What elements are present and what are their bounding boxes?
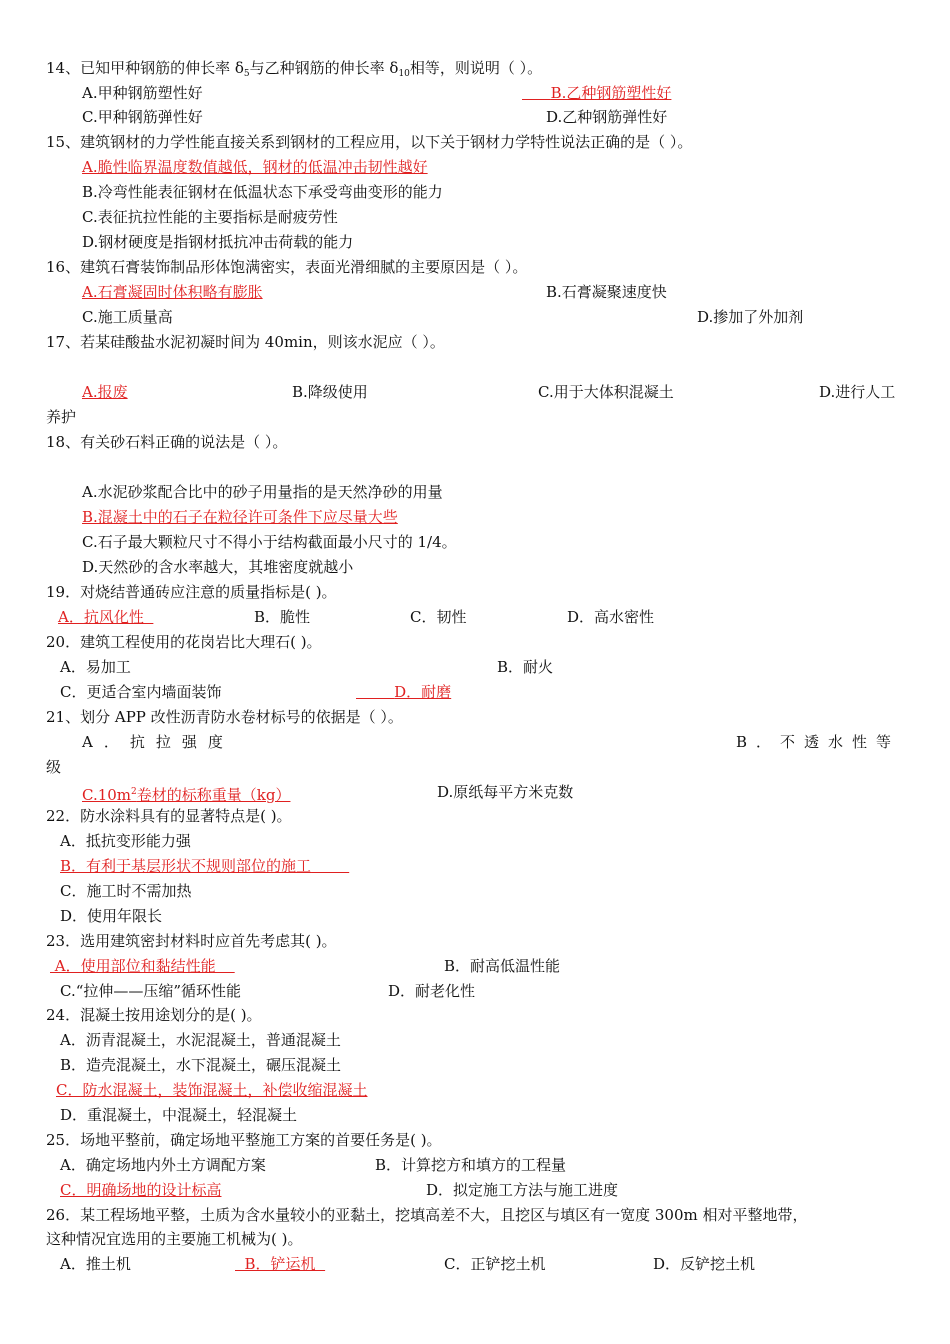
q20-option-c: C．更适合室内墙面装饰 [60,683,222,701]
q17-option-a-answer: A.报废 [82,383,128,401]
q18-option-b-answer: B.混凝土中的石子在粒径许可条件下应尽量大些 [82,508,398,526]
q24-option-d: D．重混凝土，中混凝土，轻混凝土 [60,1106,298,1124]
q16-stem: 16、建筑石膏装饰制品形体饱满密实，表面光滑细腻的主要原因是（ ）。 [46,258,528,276]
q26-option-d: D．反铲挖土机 [653,1255,756,1273]
q18-option-d: D.天然砂的含水率越大，其堆密度就越小 [82,558,354,576]
q14-option-a: A.甲种钢筋塑性好 [82,84,203,102]
q24-option-a: A．沥青混凝土，水泥混凝土，普通混凝土 [60,1031,341,1049]
q22-stem: 22．防水涂料具有的显著特点是( )。 [46,807,292,825]
q15-option-c: C.表征抗拉性能的主要指标是耐疲劳性 [82,208,338,226]
q15-option-a-answer: A.脆性临界温度数值越低，钢材的低温冲击韧性越好 [82,158,428,176]
q16-option-c: C.施工质量高 [82,308,173,326]
q14-option-c: C.甲种钢筋弹性好 [82,108,203,126]
q15-option-d: D.钢材硬度是指钢材抵抗冲击荷载的能力 [82,233,354,251]
q19-option-c: C．韧性 [410,608,467,626]
q21-option-b: B．不透水性等 [736,733,901,751]
q23-option-b: B．耐高低温性能 [444,957,561,975]
q14-stem: 14、已知甲种钢筋的伸长率 $\delta_5$与乙种钢筋的伸长率 $\delta_{10}$相等，则说明（ ）。 [46,59,543,79]
q16-option-d: D.掺加了外加剂 [697,308,804,326]
q19-option-d: D．高水密性 [567,608,655,626]
q14-option-b-answer: B.乙种钢筋塑性好 [550,84,672,102]
q19-option-b: B．脆性 [254,608,311,626]
q18-option-a: A.水泥砂浆配合比中的砂子用量指的是天然净砂的用量 [82,483,443,501]
q18-option-c: C.石子最大颗粒尺寸不得小于结构截面最小尺寸的 1/4。 [82,533,457,551]
q23-option-a-answer: A．使用部位和黏结性能 [50,957,235,975]
q20-option-d-answer: D．耐磨 [394,683,452,701]
q23-stem: 23．选用建筑密封材料时应首先考虑其( )。 [46,932,337,950]
q21-option-d: D.原纸每平方米克数 [437,783,574,801]
q26-option-a: A．推土机 [60,1255,131,1273]
q15-stem: 15、建筑钢材的力学性能直接关系到钢材的工程应用，以下关于钢材力学特性说法正确的是（ ）。 [46,133,693,151]
q24-option-b: B．造壳混凝土，水下混凝土，碾压混凝土 [60,1056,342,1074]
q16-option-b: B.石膏凝聚速度快 [546,283,667,301]
q22-option-c: C．施工时不需加热 [60,882,192,900]
q16-option-a-answer: A.石膏凝固时体积略有膨胀 [82,283,263,301]
q18-stem: 18、有关砂石料正确的说法是（ ）。 [46,433,288,451]
q26-option-b-answer: B．铲运机 [235,1255,326,1273]
q20-stem: 20．建筑工程使用的花岗岩比大理石( )。 [46,633,322,651]
q21-option-a: A．抗拉强度 [82,733,234,751]
q24-stem: 24．混凝土按用途划分的是( )。 [46,1006,262,1024]
q26-stem-line-2: 这种情况宜选用的主要施工机械为( )。 [46,1230,303,1248]
q19-option-a-answer: A．抗风化性 [58,608,154,626]
q17-option-b: B.降级使用 [292,383,368,401]
q17-option-c: C.用于大体积混凝土 [538,383,674,401]
q14-option-d: D.乙种钢筋弹性好 [546,108,668,126]
q17-stem: 17、若某硅酸盐水泥初凝时间为 40min，则该水泥应（ ）。 [46,333,445,351]
q21-option-b-continued: 级 [46,758,62,776]
q25-option-a: A．确定场地内外土方调配方案 [60,1156,266,1174]
q22-option-b-answer: B．有利于基层形状不规则部位的施工 [60,857,312,875]
q20-option-b: B．耐火 [497,658,554,676]
q19-stem: 19．对烧结普通砖应注意的质量指标是( )。 [46,583,337,601]
q22-option-d: D．使用年限长 [60,907,163,925]
q22-option-a: A．抵抗变形能力强 [60,832,191,850]
q23-option-d: D．耐老化性 [388,982,476,1000]
q17-option-d: D.进行人工 [819,383,896,401]
q15-option-b: B.冷弯性能表征钢材在低温状态下承受弯曲变形的能力 [82,183,443,201]
q21-stem: 21、划分 APP 改性沥青防水卷材标号的依据是（ ）。 [46,708,403,726]
q23-option-c: C.“拉伸——压缩”循环性能 [60,982,242,1000]
q26-stem-line-1: 26．某工程场地平整，土质为含水量较小的亚黏土，挖填高差不大，且挖区与填区有一宽度 300m 相对平整地带， [46,1206,808,1224]
q20-option-a: A．易加工 [60,658,131,676]
q26-option-c: C．正铲挖土机 [444,1255,546,1273]
q25-option-b: B．计算挖方和填方的工程量 [375,1156,567,1174]
q25-option-c-answer: C．明确场地的设计标高 [60,1181,222,1199]
q24-option-c-answer: C．防水混凝土，装饰混凝土，补偿收缩混凝土 [56,1081,368,1099]
q25-option-d: D．拟定施工方法与施工进度 [426,1181,619,1199]
q25-stem: 25．场地平整前，确定场地平整施工方案的首要任务是( )。 [46,1131,442,1149]
q17-option-d-continued: 养护 [46,408,77,426]
q21-option-c-answer: $C.10m^2$卷材的标称重量（kg） [82,786,291,804]
